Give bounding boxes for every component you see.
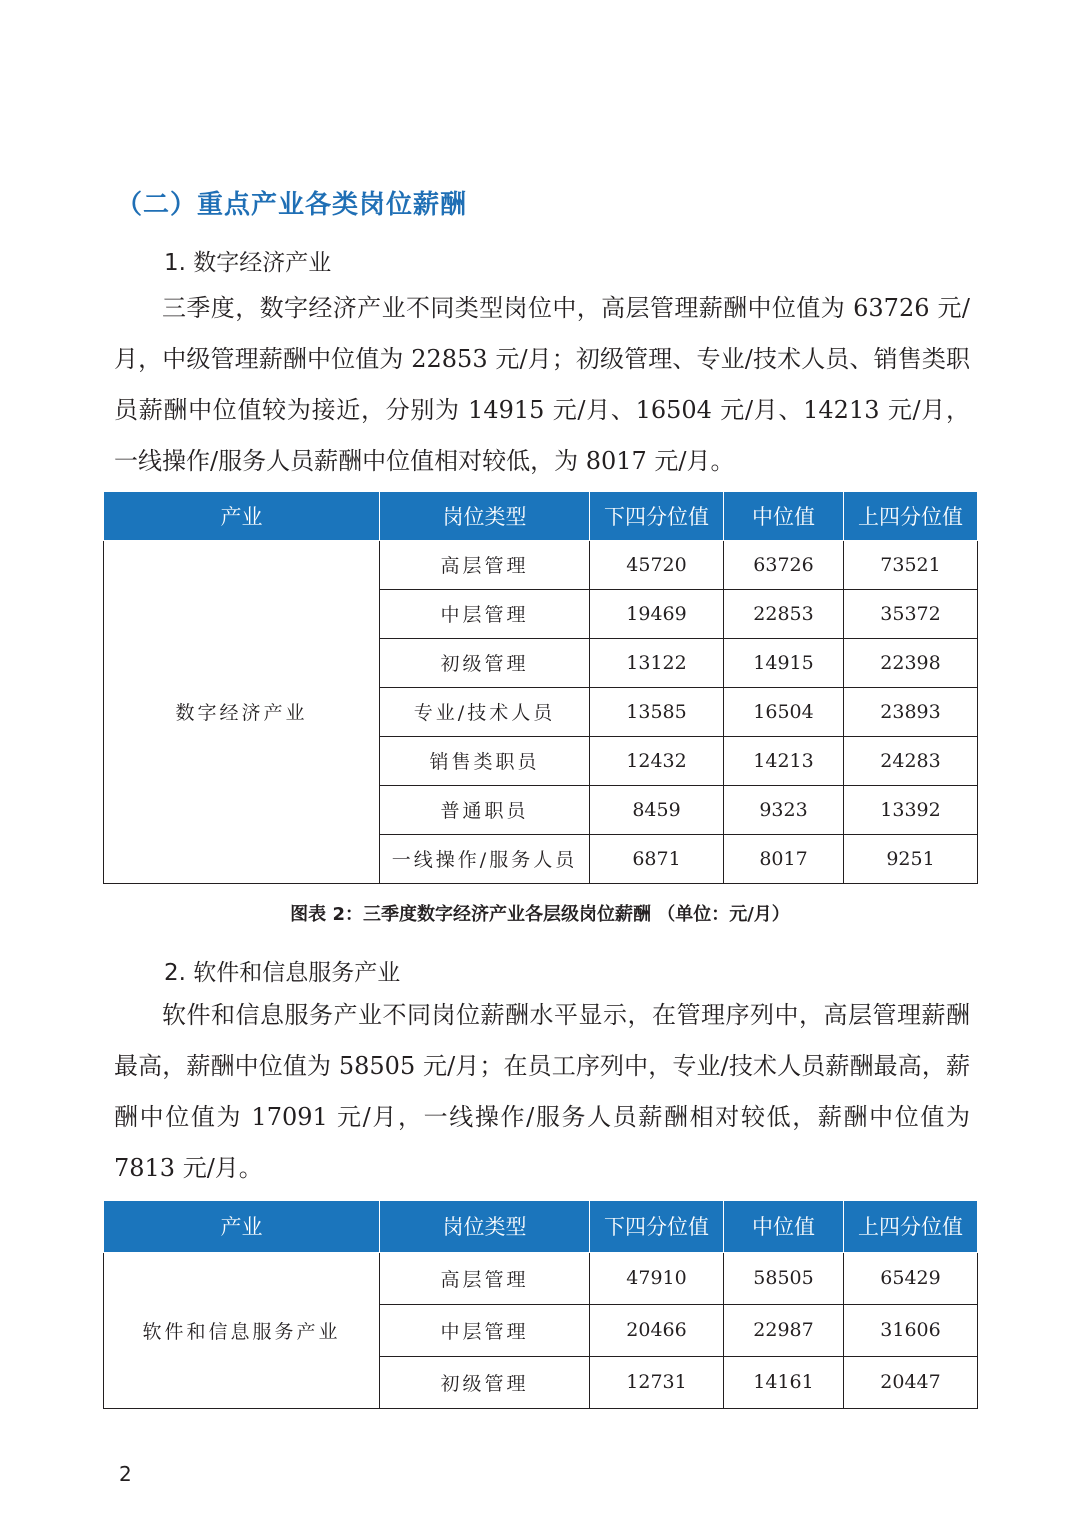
upper-quartile-cell: 20447 (844, 1356, 978, 1408)
upper-quartile-cell: 24283 (844, 736, 978, 785)
upper-quartile-cell: 31606 (844, 1304, 978, 1356)
lower-quartile-cell: 47910 (590, 1252, 724, 1304)
median-cell: 22987 (724, 1304, 844, 1356)
upper-quartile-cell: 73521 (844, 540, 978, 589)
table-row (104, 540, 978, 589)
position-cell: 一线操作/服务人员 (380, 834, 590, 883)
paragraph-software-services: 软件和信息服务产业不同岗位薪酬水平显示，在管理序列中，高层管理薪酬最高，薪酬中位值为 58505 元/月；在员工序列中，专业/技术人员薪酬最高，薪酬中位值为 17091 元/月，一线操作/服务人员薪酬相对较低，薪酬中位值为 7813 元/月。 (114, 1001, 970, 1182)
position-cell: 普通职员 (380, 785, 590, 834)
page-number: 2 (119, 1462, 132, 1486)
position-cell: 销售类职员 (380, 736, 590, 785)
header-upper-quartile: 上四分位值 (844, 1201, 978, 1252)
position-cell: 中层管理 (380, 589, 590, 638)
software-services-salary-table (103, 1201, 978, 1409)
lower-quartile-cell: 45720 (590, 540, 724, 589)
lower-quartile-cell: 13122 (590, 638, 724, 687)
lower-quartile-cell: 19469 (590, 589, 724, 638)
position-cell: 初级管理 (380, 1356, 590, 1408)
median-cell: 58505 (724, 1252, 844, 1304)
header-industry: 产业 (104, 1201, 380, 1252)
median-cell: 8017 (724, 834, 844, 883)
paragraph-digital-economy: 三季度，数字经济产业不同类型岗位中，高层管理薪酬中位值为 63726 元/月，中级管理薪酬中位值为 22853 元/月；初级管理、专业/技术人员、销售类职员薪酬中位值较为接近，分别为 14915 元/月、16504 元/月、14213 元/月，一线操作/服务人员薪酬中位值相对较低，为 8017 元/月。 (114, 294, 970, 475)
median-cell: 14213 (724, 736, 844, 785)
header-upper-quartile: 上四分位值 (844, 492, 978, 540)
table-header-row (104, 492, 978, 540)
lower-quartile-cell: 12432 (590, 736, 724, 785)
subsection-heading-digital-economy: 1. 数字经济产业 (164, 250, 332, 276)
upper-quartile-cell: 13392 (844, 785, 978, 834)
lower-quartile-cell: 8459 (590, 785, 724, 834)
subsection-heading-software-services: 2. 软件和信息服务产业 (164, 960, 401, 986)
lower-quartile-cell: 12731 (590, 1356, 724, 1408)
lower-quartile-cell: 20466 (590, 1304, 724, 1356)
position-cell: 初级管理 (380, 638, 590, 687)
digital-economy-salary-table (103, 492, 978, 884)
lower-quartile-cell: 6871 (590, 834, 724, 883)
upper-quartile-cell: 23893 (844, 687, 978, 736)
lower-quartile-cell: 13585 (590, 687, 724, 736)
header-industry: 产业 (104, 492, 380, 540)
header-lower-quartile: 下四分位值 (590, 1201, 724, 1252)
upper-quartile-cell: 35372 (844, 589, 978, 638)
position-cell: 高层管理 (380, 1252, 590, 1304)
upper-quartile-cell: 22398 (844, 638, 978, 687)
position-cell: 高层管理 (380, 540, 590, 589)
industry-cell: 数字经济产业 (104, 540, 380, 883)
median-cell: 63726 (724, 540, 844, 589)
position-cell: 中层管理 (380, 1304, 590, 1356)
header-lower-quartile: 下四分位值 (590, 492, 724, 540)
median-cell: 22853 (724, 589, 844, 638)
upper-quartile-cell: 65429 (844, 1252, 978, 1304)
median-cell: 9323 (724, 785, 844, 834)
table-header-row (104, 1201, 978, 1252)
upper-quartile-cell: 9251 (844, 834, 978, 883)
header-position-type: 岗位类型 (380, 1201, 590, 1252)
table-row (104, 1252, 978, 1304)
median-cell: 14915 (724, 638, 844, 687)
position-cell: 专业/技术人员 (380, 687, 590, 736)
table-caption: 图表 2：三季度数字经济产业各层级岗位薪酬 （单位：元/月） (290, 904, 790, 925)
header-median: 中位值 (724, 492, 844, 540)
industry-cell: 软件和信息服务产业 (104, 1252, 380, 1408)
section-title: （二）重点产业各类岗位薪酬 (116, 190, 468, 220)
median-cell: 16504 (724, 687, 844, 736)
median-cell: 14161 (724, 1356, 844, 1408)
header-median: 中位值 (724, 1201, 844, 1252)
header-position-type: 岗位类型 (380, 492, 590, 540)
